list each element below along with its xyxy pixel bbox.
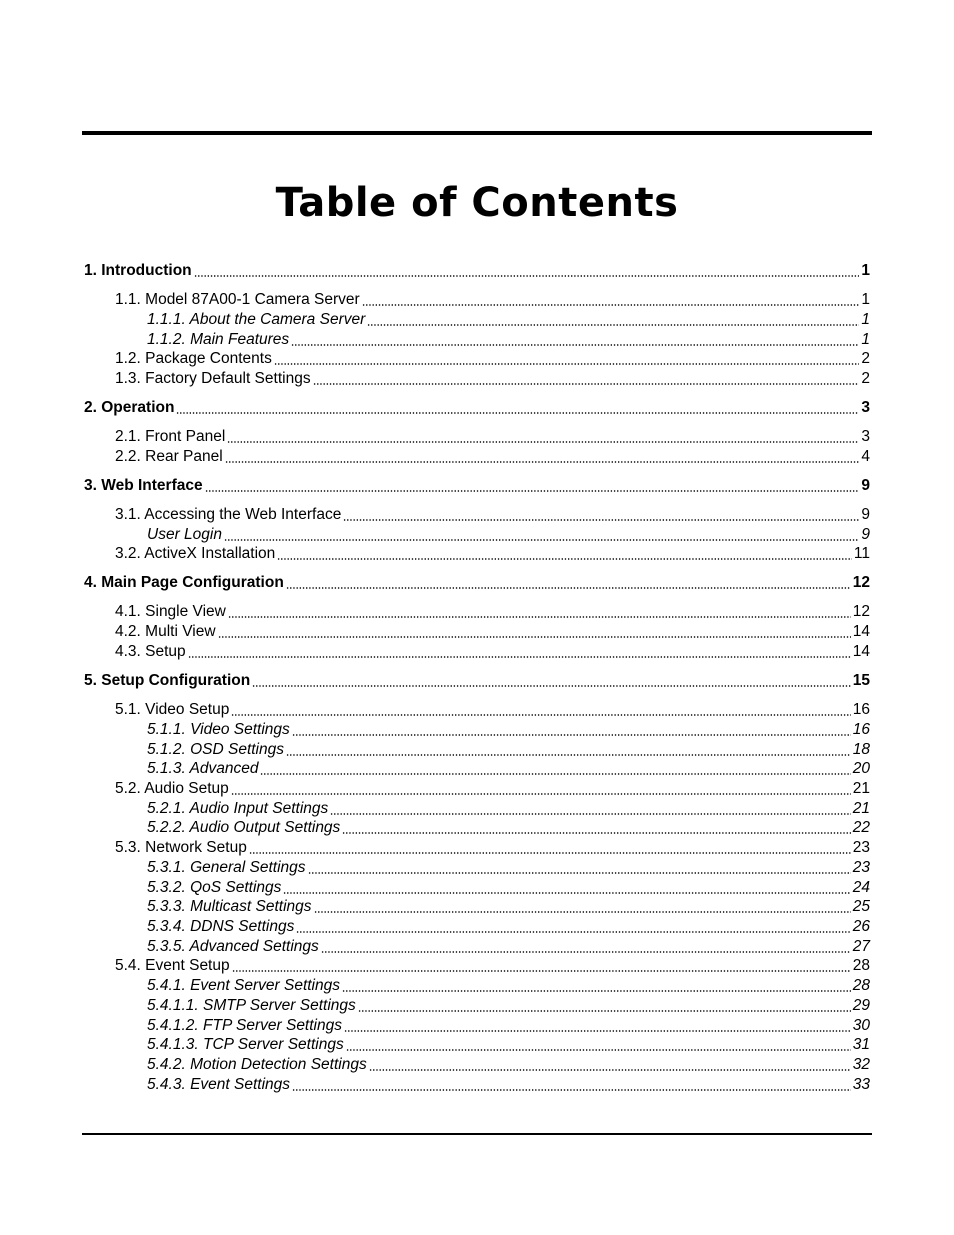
toc-page-number: 1 [861, 311, 870, 328]
toc-entry-title: 1. Introduction [84, 262, 192, 279]
toc-page-number: 21 [852, 780, 870, 797]
toc-entry-title: 2.2. Rear Panel [115, 448, 223, 465]
dot-leader [313, 383, 860, 385]
toc-entry-title: 1.2. Package Contents [115, 350, 272, 367]
toc-page-number: 15 [852, 672, 870, 689]
dot-leader [330, 813, 851, 815]
toc-entry[interactable] [147, 330, 870, 350]
dot-leader [286, 754, 851, 756]
toc-entry[interactable] [147, 917, 870, 937]
dot-leader [286, 587, 851, 589]
toc-entry[interactable] [115, 427, 870, 447]
toc-entry-title: 5.4.1.3. TCP Server Settings [147, 1036, 344, 1053]
toc-entry[interactable] [115, 622, 870, 642]
toc-entry[interactable] [115, 779, 870, 799]
toc-entry-title: 5.3.2. QoS Settings [147, 879, 282, 896]
toc-entry-title: 3.1. Accessing the Web Interface [115, 506, 342, 523]
toc-entry-title: 2.1. Front Panel [115, 428, 226, 445]
toc-entry-title: 5.3.4. DDNS Settings [147, 918, 295, 935]
toc-entry-title: 5.4.2. Motion Detection Settings [147, 1056, 367, 1073]
toc-entry[interactable] [147, 1055, 870, 1075]
toc-entry-title: 5.1.3. Advanced [147, 760, 259, 777]
dot-leader [249, 852, 851, 854]
dot-leader [274, 363, 860, 365]
toc-page-number: 23 [852, 839, 870, 856]
toc-entry[interactable] [147, 818, 870, 838]
toc-page-number: 9 [861, 506, 870, 523]
toc-page-number: 25 [852, 898, 870, 915]
toc-page-number: 22 [852, 819, 870, 836]
toc-entry[interactable] [147, 858, 870, 878]
toc-entry-title: 5.2.2. Audio Output Settings [147, 819, 341, 836]
dot-leader [342, 832, 850, 834]
toc-entry[interactable] [147, 310, 870, 330]
toc-entry[interactable] [147, 1016, 870, 1036]
dot-leader [292, 734, 851, 736]
toc-entry-title: 5.2. Audio Setup [115, 780, 229, 797]
toc-entry[interactable] [84, 671, 870, 691]
toc-entry[interactable] [147, 878, 870, 898]
toc-page-number: 31 [852, 1036, 870, 1053]
toc-entry-title: 5.4.1.1. SMTP Server Settings [147, 997, 356, 1014]
dot-leader [176, 412, 859, 414]
toc-page-number: 28 [852, 977, 870, 994]
dot-leader [218, 636, 851, 638]
toc-page-number: 2 [861, 370, 870, 387]
dot-leader [291, 344, 859, 346]
toc-entry[interactable] [115, 838, 870, 858]
toc-entry-title: 4. Main Page Configuration [84, 574, 284, 591]
toc-page-number: 21 [852, 800, 870, 817]
toc-page-number: 3 [861, 428, 870, 445]
toc-page-number: 28 [852, 957, 870, 974]
toc-page-number: 2 [861, 350, 870, 367]
toc-entry-title: 1.1.2. Main Features [147, 331, 290, 348]
dot-leader [194, 275, 860, 277]
toc-page-number: 1 [861, 291, 870, 308]
toc-page-number: 24 [852, 879, 870, 896]
toc-entry-title: 5.4.3. Event Settings [147, 1076, 291, 1093]
dot-leader [231, 714, 850, 716]
toc-entry-title: 5.4.1.2. FTP Server Settings [147, 1017, 342, 1034]
toc-entry[interactable] [147, 720, 870, 740]
toc-entry-title: 5.3. Network Setup [115, 839, 247, 856]
toc-entry[interactable] [115, 447, 870, 467]
toc-page-number: 27 [852, 938, 870, 955]
toc-entry[interactable] [115, 505, 870, 525]
dot-leader [344, 1030, 851, 1032]
dot-leader [342, 990, 851, 992]
dot-leader [228, 616, 851, 618]
dot-leader [358, 1010, 851, 1012]
toc-page-number: 1 [861, 262, 870, 279]
toc-page-number: 9 [861, 477, 870, 494]
toc-entry-title: 5.3.3. Multicast Settings [147, 898, 312, 915]
dot-leader [252, 685, 851, 687]
dot-leader [308, 872, 851, 874]
toc-page-number: 12 [852, 603, 870, 620]
dot-leader [224, 539, 859, 541]
toc-entry[interactable] [147, 759, 870, 779]
toc-entry[interactable] [147, 897, 870, 917]
toc-entry-title: 5.3.5. Advanced Settings [147, 938, 319, 955]
toc-page-number: 30 [852, 1017, 870, 1034]
toc-entry-title: 1.3. Factory Default Settings [115, 370, 311, 387]
toc-entry[interactable] [84, 476, 870, 496]
toc-page-number: 11 [853, 545, 870, 562]
toc-entry-title: 5.4.1. Event Server Settings [147, 977, 340, 994]
dot-leader [292, 1089, 851, 1091]
toc-entry[interactable] [147, 976, 870, 996]
toc-entry[interactable] [84, 261, 870, 281]
toc-entry[interactable] [84, 398, 870, 418]
toc-entry[interactable] [115, 544, 870, 564]
toc-entry[interactable] [147, 996, 870, 1016]
toc-entry-title: 4.2. Multi View [115, 623, 216, 640]
toc-entry-title: 1.1. Model 87A00-1 Camera Server [115, 291, 360, 308]
dot-leader [227, 441, 859, 443]
toc-page-number: 33 [852, 1076, 870, 1093]
dot-leader [321, 951, 851, 953]
toc-entry-title: 4.3. Setup [115, 643, 186, 660]
toc-entry-title: 5.1. Video Setup [115, 701, 230, 718]
dot-leader [296, 931, 850, 933]
toc-entry[interactable] [147, 1075, 870, 1095]
toc-entry[interactable] [115, 700, 870, 720]
dot-leader [367, 324, 859, 326]
toc-page-number: 32 [852, 1056, 870, 1073]
toc-page-number: 18 [852, 741, 870, 758]
dot-leader [225, 461, 860, 463]
dot-leader [362, 304, 860, 306]
dot-leader [232, 970, 851, 972]
dot-leader [277, 558, 852, 560]
toc-page-number: 16 [852, 701, 870, 718]
toc-entry-title: 4.1. Single View [115, 603, 226, 620]
toc-entry[interactable] [115, 290, 870, 310]
dot-leader [369, 1069, 851, 1071]
toc-entry[interactable] [115, 369, 870, 389]
toc-page-number: 9 [861, 526, 870, 543]
dot-leader [231, 793, 851, 795]
toc-entry-title: 3. Web Interface [84, 477, 203, 494]
toc-entry[interactable] [147, 1035, 870, 1055]
toc-entry[interactable] [115, 956, 870, 976]
toc-entry[interactable] [115, 602, 870, 622]
toc-entry-title: 5.4. Event Setup [115, 957, 230, 974]
dot-leader [346, 1049, 851, 1051]
toc-page-number: 20 [852, 760, 870, 777]
toc-page-number: 3 [861, 399, 870, 416]
toc-page-number: 16 [852, 721, 870, 738]
toc-page-number: 14 [852, 623, 870, 640]
toc-page-number: 14 [852, 643, 870, 660]
page-title: Table of Contents [275, 180, 679, 226]
toc-entry[interactable] [115, 642, 870, 662]
toc-page-number: 1 [861, 331, 870, 348]
dot-leader [283, 892, 850, 894]
toc-entry-title: 5.2.1. Audio Input Settings [147, 800, 329, 817]
toc-entry-title: 5.3.1. General Settings [147, 859, 306, 876]
toc-page-number: 29 [852, 997, 870, 1014]
toc-entry[interactable] [147, 799, 870, 819]
toc-entry[interactable] [147, 937, 870, 957]
toc-entry-title: User Login [147, 526, 222, 543]
toc-page-number: 23 [852, 859, 870, 876]
dot-leader [205, 490, 860, 492]
toc-entry-title: 5.1.2. OSD Settings [147, 741, 284, 758]
dot-leader [314, 911, 851, 913]
dot-leader [188, 656, 851, 658]
toc-entry-title: 1.1.1. About the Camera Server [147, 311, 366, 328]
toc-entry[interactable] [147, 525, 870, 545]
toc-page-number: 4 [861, 448, 870, 465]
toc-page-number: 12 [852, 574, 870, 591]
toc-entry[interactable] [147, 740, 870, 760]
toc-entry[interactable] [84, 573, 870, 593]
toc-entry-title: 3.2. ActiveX Installation [115, 545, 276, 562]
toc-page-number: 26 [852, 918, 870, 935]
toc-entry-title: 2. Operation [84, 399, 175, 416]
toc-entry-title: 5. Setup Configuration [84, 672, 251, 689]
dot-leader [260, 773, 850, 775]
dot-leader [343, 519, 859, 521]
toc-entry[interactable] [115, 349, 870, 369]
toc-entry-title: 5.1.1. Video Settings [147, 721, 290, 738]
bottom-rule [82, 1133, 872, 1135]
